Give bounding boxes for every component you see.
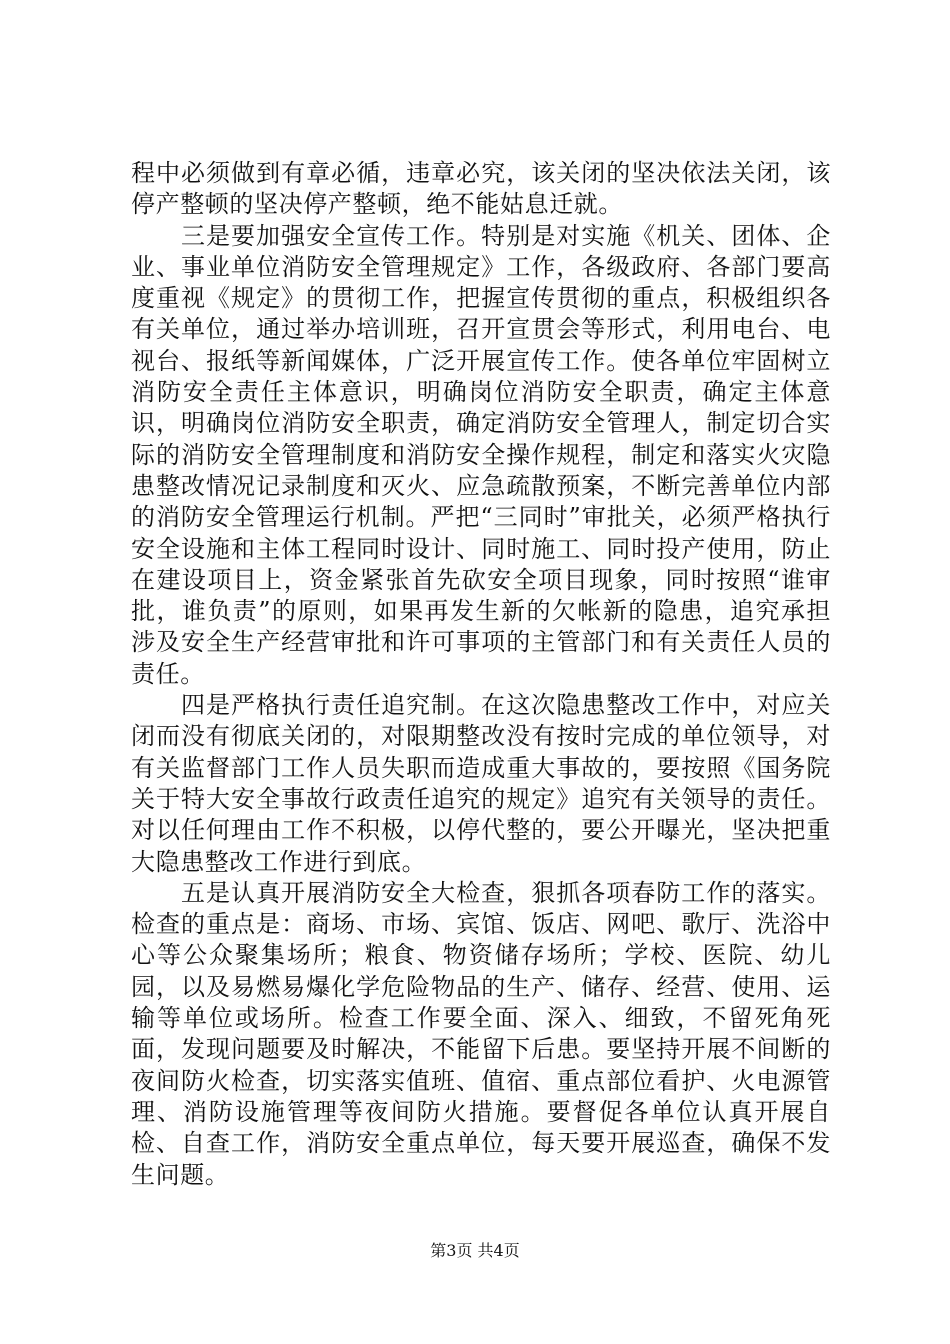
- paragraph-fire-inspection: 五是认真开展消防安全大检查，狠抓各项春防工作的落实。检查的重点是：商场、市场、宾馆、饭店、网吧、歌厅、洗浴中心等公众聚集场所；粮食、物资储存场所；学校、医院、幼儿园，以及易燃易爆化学危险物品的生产、储存、经营、使用、运输等单位或场所。检查工作要全面、深入、细致，不留死角死面，发现问题要及时解决，不能留下后患。要坚持开展不间断的夜间防火检查，切实落实值班、值宿、重点部位看护、火电源管理、消防设施管理等夜间防火措施。要督促各单位认真开展自检、自查工作，消防安全重点单位，每天要开展巡查，确保不发生问题。: [131, 878, 831, 1189]
- paragraph-safety-publicity: 三是要加强安全宣传工作。特别是对实施《机关、团体、企业、事业单位消防安全管理规定》工作，各级政府、各部门要高度重视《规定》的贯彻工作，把握宣传贯彻的重点，积极组织各有关单位，通过举办培训班，召开宣贯会等形式，利用电台、电视台、报纸等新闻媒体，广泛开展宣传工作。使各单位牢固树立消防安全责任主体意识，明确岗位消防安全职责，确定主体意识，明确岗位消防安全职责，确定消防安全管理人，制定切合实际的消防安全管理制度和消防安全操作规程，制定和落实火灾隐患整改情况记录制度和灭火、应急疏散预案，不断完善单位内部的消防安全管理运行机制。严把“三同时”审批关，必须严格执行安全设施和主体工程同时设计、同时施工、同时投产使用，防止在建设项目上，资金紧张首先砍安全项目现象，同时按照“谁审批，谁负责”的原则，如果再发生新的欠帐新的隐患，追究承担涉及安全生产经营审批和许可事项的主管部门和有关责任人员的责任。: [131, 221, 831, 688]
- document-body: [131, 158, 831, 1191]
- page-footer: 第3页 共4页: [430, 1241, 520, 1260]
- paragraph-accountability: 四是严格执行责任追究制。在这次隐患整改工作中，对应关闭而没有彻底关闭的，对限期整改没有按时完成的单位领导，对有关监督部门工作人员失职而造成重大事故的，要按照《国务院关于特大安全事故行政责任追究的规定》追究有关领导的责任。对以任何理由工作不积极，以停代整的，要公开曝光，坚决把重大隐患整改工作进行到底。: [131, 691, 831, 876]
- paragraph-continuation: 程中必须做到有章必循，违章必究，该关闭的坚决依法关闭，该停产整顿的坚决停产整顿，绝不能姑息迁就。: [131, 159, 831, 219]
